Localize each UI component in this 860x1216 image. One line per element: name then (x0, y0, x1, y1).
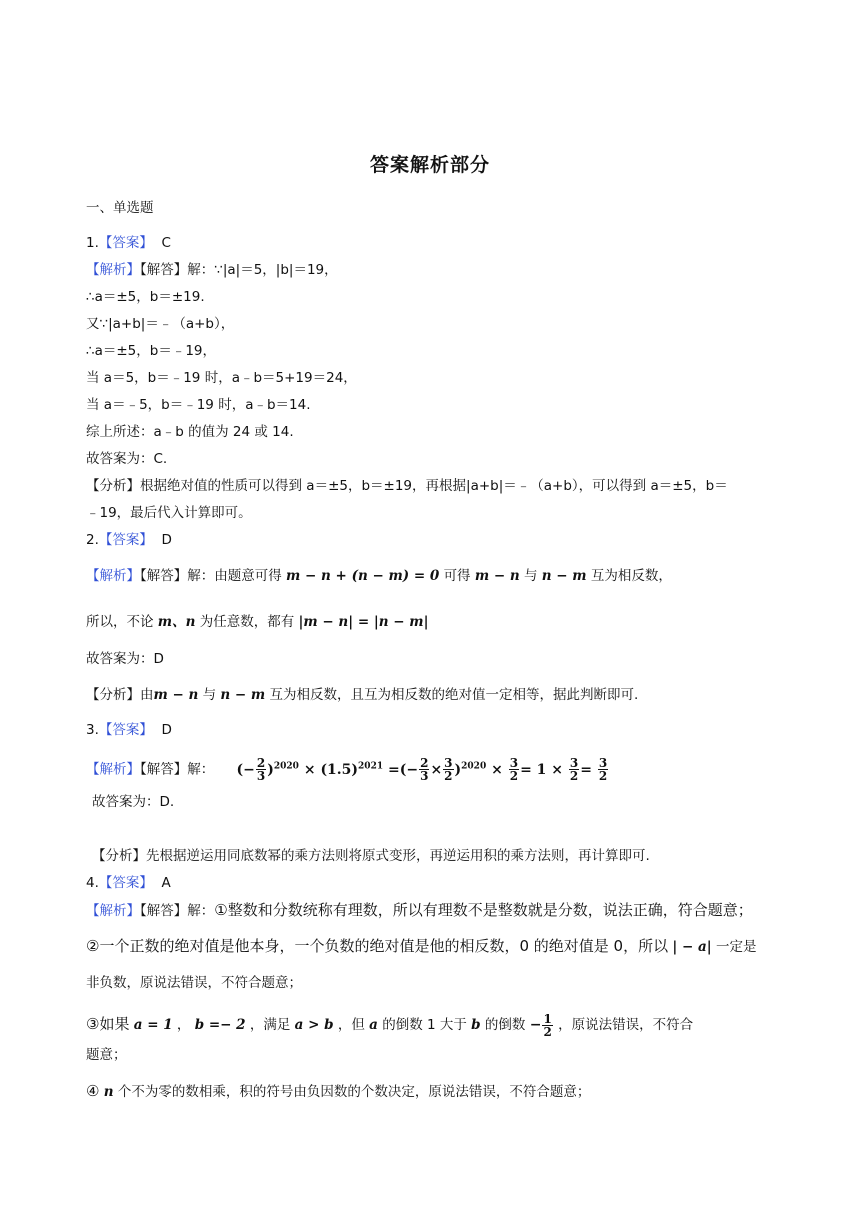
q4-solution-line-3: 非负数，原说法错误，不符合题意； (86, 975, 302, 991)
q4-claim-3-eq3: a > b (294, 1017, 334, 1033)
q2-fenxi-equation-1: m − n (153, 687, 199, 703)
q2-equation-1: m − n + (n − m) = 0 (286, 568, 440, 584)
q4-claim-3a: ③如果 (86, 1015, 130, 1033)
q1-solution-line-2: ∴a＝±5，b＝±19. (86, 289, 205, 305)
q2-answer-tag: 【答案】 (98, 532, 153, 548)
q2-answer-line (86, 530, 172, 550)
q3-analysis-line (92, 846, 650, 866)
q1-analysis-tag: 【解析】 (86, 262, 140, 278)
q4-claim-3-eq1: a = 1 (133, 1017, 173, 1033)
q3-answer: D (161, 722, 172, 738)
q2-solve-tag: 【解答】解： (140, 568, 215, 584)
q4-number: 4. (86, 875, 99, 891)
q4-claim-4-eq: n (103, 1084, 114, 1100)
q2-text-3: 与 (523, 568, 538, 584)
q4-solution-line-4 (86, 1009, 693, 1040)
q1-number: 1. (86, 235, 99, 251)
q4-claim-3d: ，但 (337, 1017, 365, 1033)
q2-analysis-tag: 【解析】 (86, 568, 140, 584)
q2-answer: D (161, 532, 172, 548)
q1-analysis-line-1 (86, 476, 728, 496)
q4-claim-3g: ，原说法错误，不符合 (558, 1017, 694, 1033)
q3-equation: (− $\frac{2}{3}$ )$^{2020} \times (1.5)^{2021}$ =(− $\frac{2}{3}$ × $\frac{3}{2}$ )$^{2020}$ × $\frac{3}{2}$ = 1 × $\frac{3}{2}$ = $\frac{3}{2}$ (236, 756, 608, 784)
q4-claim-2-equation: | − a| (672, 939, 712, 955)
q4-claim-3-eq4: a (369, 1017, 378, 1033)
q1-solve-tag: 【解答】解： (140, 262, 215, 278)
q1-solution-line-4: ∴a＝±5，b＝﹣19， (86, 343, 217, 359)
q2-solution-line-1 (86, 566, 672, 586)
q3-fenxi-tag: 【分析】 (92, 848, 146, 864)
q4-claim-1: ①整数和分数统称有理数，所以有理数不是整数就是分数，说法正确，符合题意； (214, 901, 753, 919)
q4-answer-line (86, 873, 171, 893)
q1-fenxi-text-1: 根据绝对值的性质可以得到 a＝±5，b＝±19，再根据|a+b|＝﹣（a+b），可以得到 a＝±5，b＝ (140, 478, 728, 494)
q1-solution-line-3: 又∵|a+b|＝﹣（a+b）， (86, 316, 235, 332)
q4-claim-4a: ④ (86, 1082, 100, 1100)
q2-solution-line-2 (86, 612, 428, 632)
q2-text-2: 可得 (443, 568, 471, 584)
q2-fenxi-text-3: 互为相反数，且互为相反数的绝对值一定相等，据此判断即可. (269, 687, 639, 703)
q4-claim-2a: ②一个正数的绝对值是他本身，一个负数的绝对值是他的相反数，0 的绝对值是 0，所以 (86, 937, 669, 955)
q1-solution-line-7: 综上所述：a﹣b 的值为 24 或 14. (86, 424, 294, 440)
q2-solution-line-3: 故答案为：D (86, 651, 164, 667)
q2-number: 2. (86, 532, 99, 548)
q4-solution-line-2 (86, 936, 756, 957)
q1-solution-line-8: 故答案为：C. (86, 451, 168, 467)
q2-fenxi-tag: 【分析】 (86, 687, 140, 703)
q3-answer-tag: 【答案】 (98, 722, 153, 738)
q1-fenxi-tag: 【分析】 (86, 478, 140, 494)
q2-equation-3: n − m (541, 568, 587, 584)
q2-text-5: 所以，不论 (86, 614, 154, 630)
q2-fenxi-text-2: 与 (202, 687, 217, 703)
q2-fenxi-text-1: 由 (140, 687, 154, 703)
q1-answer-tag: 【答案】 (98, 235, 153, 251)
q4-claim-3-fraction: − $\frac{1}{2}$ (529, 1011, 552, 1039)
q2-equation-5: |m − n| = |n − m| (298, 614, 429, 630)
q4-analysis-tag: 【解析】 (86, 903, 140, 919)
q3-solution-line-2: 故答案为：D. (92, 794, 175, 810)
q3-analysis-tag: 【解析】 (86, 761, 140, 778)
q4-claim-3c: ，满足 (249, 1017, 291, 1033)
q4-solution-line-1 (86, 900, 753, 921)
q3-answer-line (86, 720, 172, 740)
q2-analysis-line (86, 685, 638, 705)
q1-analysis-line-2: ﹣19，最后代入计算即可。 (86, 505, 252, 521)
q1-solution-line-6: 当 a＝﹣5，b＝﹣19 时，a﹣b＝14. (86, 397, 311, 413)
q3-solve-tag: 【解答】解： (140, 761, 215, 778)
q3-number: 3. (86, 722, 99, 738)
q1-solution-line-1 (86, 260, 338, 280)
q4-solution-line-6 (86, 1081, 590, 1102)
q2-fenxi-equation-2: n − m (220, 687, 266, 703)
q1-text-1: ∵|a|＝5，|b|＝19， (214, 262, 338, 278)
q2-equation-2: m − n (474, 568, 520, 584)
q4-claim-3f: 的倒数 (484, 1017, 526, 1033)
q1-answer: C (161, 235, 171, 251)
q4-claim-4b: 个不为零的数相乘，积的符号由负因数的个数决定，原说法错误，不符合题意； (117, 1084, 591, 1100)
q3-fenxi-text: 先根据逆运用同底数幂的乘方法则将原式变形，再逆运用积的乘方法则，再计算即可. (146, 848, 650, 864)
q1-solution-line-5: 当 a＝5，b＝﹣19 时，a﹣b＝5+19＝24， (86, 370, 357, 386)
q4-solution-line-5: 题意； (86, 1047, 127, 1063)
q4-answer-tag: 【答案】 (98, 875, 153, 891)
q4-claim-3e: 的倒数 1 大于 (382, 1017, 467, 1033)
q4-answer: A (161, 875, 171, 891)
q2-text-4: 互为相反数， (590, 568, 672, 584)
q4-solve-tag: 【解答】解： (140, 903, 215, 919)
q1-answer-line (86, 233, 171, 253)
q4-claim-2b: 一定是 (715, 939, 757, 955)
page-title: 答案解析部分 (369, 154, 490, 176)
q2-text-6: 为任意数，都有 (199, 614, 295, 630)
q2-equation-4: m、n (157, 614, 196, 630)
q4-claim-3-eq5: b (471, 1017, 481, 1033)
q4-claim-3b: ， (176, 1017, 191, 1033)
section-heading: 一、单选题 (86, 200, 154, 216)
q2-text-1: 由题意可得 (214, 568, 282, 584)
q4-claim-3-eq2: b =− 2 (194, 1017, 246, 1033)
q3-solution-line-1 (86, 752, 609, 784)
